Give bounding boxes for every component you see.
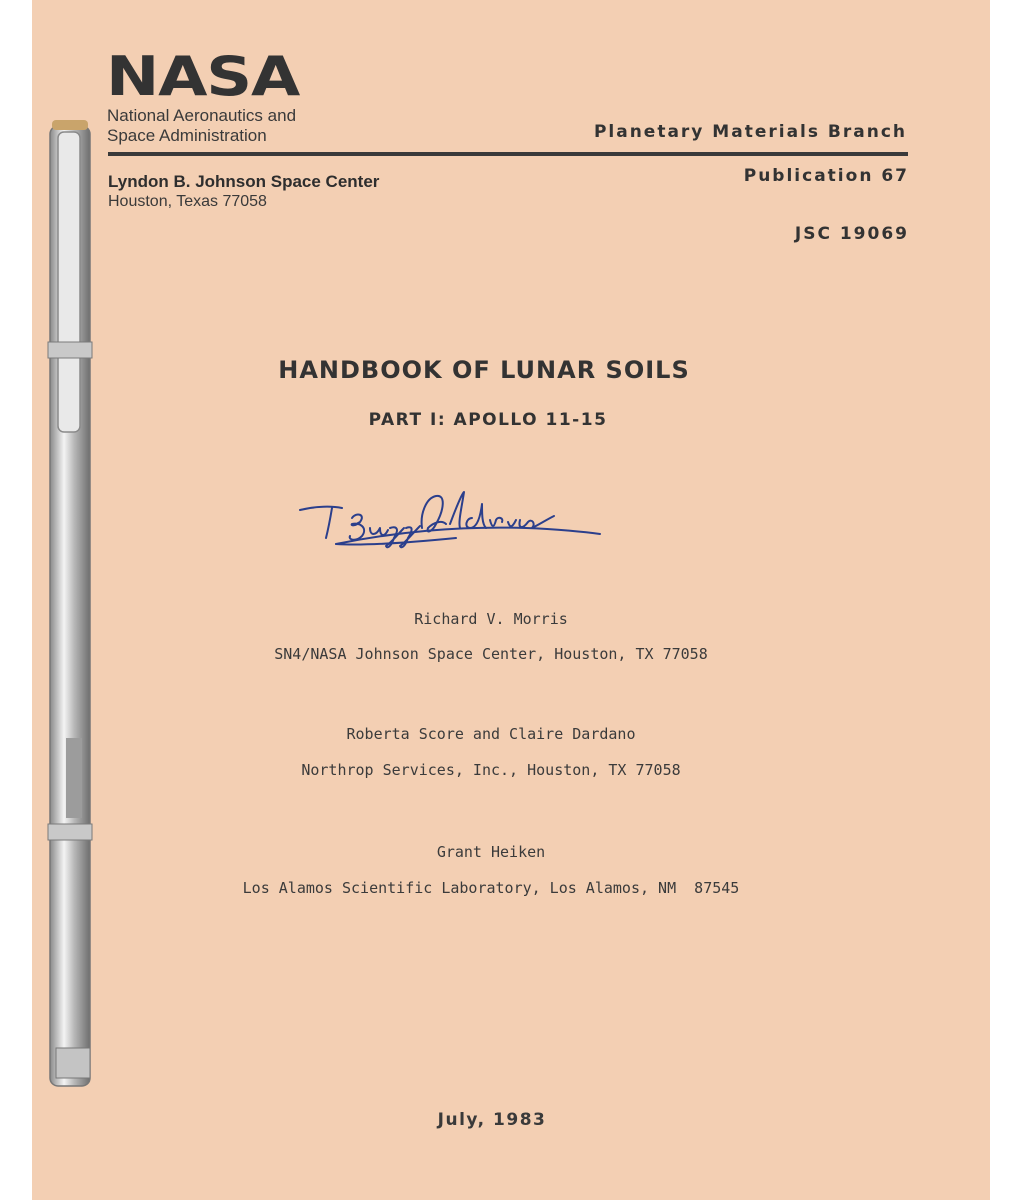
agency-line-1: National Aeronautics and bbox=[107, 106, 297, 125]
center-location: Houston, Texas 77058 bbox=[108, 193, 267, 210]
author-3-affiliation: Los Alamos Scientific Laboratory, Los Alamos, NM 87545 bbox=[242, 879, 740, 897]
center-name: Lyndon B. Johnson Space Center bbox=[108, 172, 380, 191]
handwritten-signature bbox=[296, 484, 606, 564]
agency-line-2: Space Administration bbox=[107, 126, 267, 145]
author-2-name: Roberta Score and Claire Dardano bbox=[346, 725, 636, 743]
branch-name: Planetary Materials Branch bbox=[593, 122, 907, 142]
publication-date: July, 1983 bbox=[437, 1110, 547, 1130]
author-2-affiliation: Northrop Services, Inc., Houston, TX 77058 bbox=[301, 761, 681, 779]
agency-name bbox=[107, 106, 296, 146]
author-3-name: Grant Heiken bbox=[436, 843, 546, 861]
author-1-affiliation: SN4/NASA Johnson Space Center, Houston, TX 77058 bbox=[274, 645, 708, 663]
header-rule bbox=[108, 152, 908, 156]
nasa-logo: NASA bbox=[106, 45, 300, 108]
publication-number: Publication 67 bbox=[743, 166, 909, 186]
author-1-name: Richard V. Morris bbox=[414, 610, 568, 628]
document-title: HANDBOOK OF LUNAR SOILS bbox=[278, 356, 690, 384]
jsc-number: JSC 19069 bbox=[794, 224, 909, 244]
binder-clip bbox=[42, 118, 102, 1098]
document-subtitle: PART I: APOLLO 11-15 bbox=[368, 410, 608, 430]
